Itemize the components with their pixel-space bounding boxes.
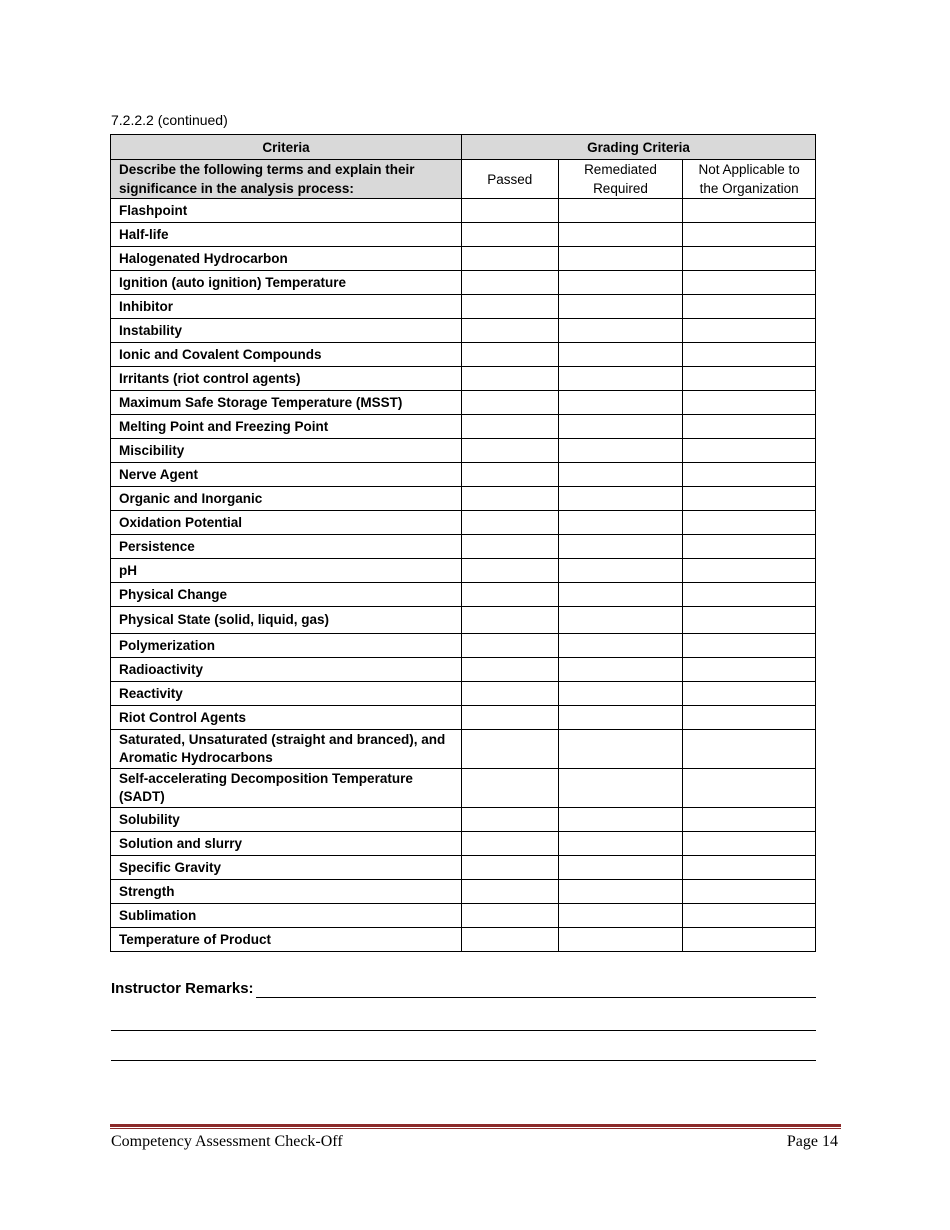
table-row [111, 319, 816, 343]
table-row [111, 769, 816, 808]
section-label: 7.2.2.2 (continued) [111, 112, 228, 128]
instructor-remarks-text: Instructor Remarks: [111, 980, 254, 997]
remediated-cell[interactable] [558, 808, 683, 832]
criteria-term: Ionic and Covalent Compounds [111, 343, 462, 367]
criteria-term: Miscibility [111, 439, 462, 463]
criteria-term: Ignition (auto ignition) Temperature [111, 271, 462, 295]
passed-cell[interactable] [461, 904, 558, 928]
table-row [111, 856, 816, 880]
criteria-term: Instability [111, 319, 462, 343]
remediated-cell[interactable] [558, 769, 683, 808]
remediated-cell[interactable] [558, 607, 683, 634]
remediated-cell[interactable] [558, 343, 683, 367]
passed-cell[interactable] [461, 730, 558, 769]
remediated-cell[interactable] [558, 199, 683, 223]
not-applicable-cell[interactable] [683, 706, 816, 730]
passed-cell[interactable] [461, 832, 558, 856]
describe-instruction: Describe the following terms and explain their significance in the analysis process: [111, 160, 462, 199]
criteria-term: Nerve Agent [111, 463, 462, 487]
criteria-term: Radioactivity [111, 658, 462, 682]
remarks-line-2[interactable] [111, 1030, 816, 1031]
remediated-cell[interactable] [558, 247, 683, 271]
criteria-term: Halogenated Hydrocarbon [111, 247, 462, 271]
passed-cell[interactable] [461, 223, 558, 247]
remediated-cell[interactable] [558, 880, 683, 904]
passed-cell[interactable] [461, 634, 558, 658]
remediated-cell[interactable] [558, 511, 683, 535]
not-applicable-cell[interactable] [683, 415, 816, 439]
table-row [111, 658, 816, 682]
grading-table [110, 134, 816, 952]
remediated-cell[interactable] [558, 391, 683, 415]
passed-cell[interactable] [461, 319, 558, 343]
table-row [111, 391, 816, 415]
passed-cell[interactable] [461, 271, 558, 295]
header-criteria: Criteria [111, 135, 462, 160]
table-row [111, 928, 816, 952]
passed-cell[interactable] [461, 535, 558, 559]
not-applicable-cell[interactable] [683, 856, 816, 880]
passed-cell[interactable] [461, 487, 558, 511]
not-applicable-cell[interactable] [683, 880, 816, 904]
criteria-term: Melting Point and Freezing Point [111, 415, 462, 439]
footer-rule [110, 1124, 841, 1129]
passed-cell[interactable] [461, 463, 558, 487]
instructor-remarks-label [111, 980, 254, 997]
criteria-term: Strength [111, 880, 462, 904]
not-applicable-cell[interactable] [683, 832, 816, 856]
remediated-cell[interactable] [558, 682, 683, 706]
criteria-term: Solution and slurry [111, 832, 462, 856]
remediated-cell[interactable] [558, 367, 683, 391]
table-row [111, 706, 816, 730]
passed-cell[interactable] [461, 607, 558, 634]
remediated-cell[interactable] [558, 439, 683, 463]
passed-cell[interactable] [461, 682, 558, 706]
criteria-term: Reactivity [111, 682, 462, 706]
table-row [111, 463, 816, 487]
table-subheader-row [111, 160, 816, 199]
remediated-cell[interactable] [558, 658, 683, 682]
remediated-cell[interactable] [558, 634, 683, 658]
criteria-term: Sublimation [111, 904, 462, 928]
table-row [111, 904, 816, 928]
criteria-term: Persistence [111, 535, 462, 559]
remediated-cell[interactable] [558, 415, 683, 439]
not-applicable-cell[interactable] [683, 343, 816, 367]
criteria-term: Irritants (riot control agents) [111, 367, 462, 391]
remediated-cell[interactable] [558, 856, 683, 880]
passed-cell[interactable] [461, 769, 558, 808]
not-applicable-cell[interactable] [683, 634, 816, 658]
not-applicable-cell[interactable] [683, 928, 816, 952]
criteria-term: Oxidation Potential [111, 511, 462, 535]
passed-cell[interactable] [461, 367, 558, 391]
table-header-row [111, 135, 816, 160]
remediated-cell[interactable] [558, 295, 683, 319]
criteria-term: Solubility [111, 808, 462, 832]
table-row [111, 271, 816, 295]
not-applicable-cell[interactable] [683, 535, 816, 559]
table-row [111, 487, 816, 511]
not-applicable-cell[interactable] [683, 730, 816, 769]
passed-cell[interactable] [461, 706, 558, 730]
criteria-term: Riot Control Agents [111, 706, 462, 730]
column-passed: Passed [461, 160, 558, 199]
remediated-cell[interactable] [558, 730, 683, 769]
not-applicable-cell[interactable] [683, 511, 816, 535]
criteria-term: Self-accelerating Decomposition Temperature (SADT) [111, 769, 462, 808]
table-row [111, 415, 816, 439]
criteria-term: Physical Change [111, 583, 462, 607]
not-applicable-cell[interactable] [683, 769, 816, 808]
not-applicable-cell[interactable] [683, 904, 816, 928]
header-grading-criteria: Grading Criteria [461, 135, 815, 160]
table-row [111, 808, 816, 832]
passed-cell[interactable] [461, 658, 558, 682]
remediated-cell[interactable] [558, 535, 683, 559]
criteria-term: Flashpoint [111, 199, 462, 223]
not-applicable-cell[interactable] [683, 367, 816, 391]
passed-cell[interactable] [461, 583, 558, 607]
table-row [111, 583, 816, 607]
table-row [111, 343, 816, 367]
criteria-term: Specific Gravity [111, 856, 462, 880]
passed-cell[interactable] [461, 928, 558, 952]
not-applicable-cell[interactable] [683, 583, 816, 607]
criteria-term: Organic and Inorganic [111, 487, 462, 511]
remediated-cell[interactable] [558, 832, 683, 856]
not-applicable-cell[interactable] [683, 808, 816, 832]
not-applicable-cell[interactable] [683, 295, 816, 319]
criteria-term: pH [111, 559, 462, 583]
not-applicable-cell[interactable] [683, 247, 816, 271]
remediated-cell[interactable] [558, 559, 683, 583]
table-row [111, 880, 816, 904]
passed-cell[interactable] [461, 247, 558, 271]
not-applicable-cell[interactable] [683, 223, 816, 247]
passed-cell[interactable] [461, 415, 558, 439]
passed-cell[interactable] [461, 511, 558, 535]
criteria-term: Maximum Safe Storage Temperature (MSST) [111, 391, 462, 415]
table-row [111, 634, 816, 658]
passed-cell[interactable] [461, 391, 558, 415]
table-body [111, 199, 816, 952]
criteria-term: Physical State (solid, liquid, gas) [111, 607, 462, 634]
table-row [111, 295, 816, 319]
remediated-cell[interactable] [558, 706, 683, 730]
not-applicable-cell[interactable] [683, 487, 816, 511]
not-applicable-cell[interactable] [683, 199, 816, 223]
criteria-term: Saturated, Unsaturated (straight and branced), and Aromatic Hydrocarbons [111, 730, 462, 769]
not-applicable-cell[interactable] [683, 607, 816, 634]
table-row [111, 535, 816, 559]
table-row [111, 247, 816, 271]
passed-cell[interactable] [461, 295, 558, 319]
column-remediated-required: Remediated Required [558, 160, 683, 199]
not-applicable-cell[interactable] [683, 319, 816, 343]
passed-cell[interactable] [461, 559, 558, 583]
not-applicable-cell[interactable] [683, 658, 816, 682]
criteria-term: Temperature of Product [111, 928, 462, 952]
table-row [111, 367, 816, 391]
table-row [111, 439, 816, 463]
footer-page-number: Page 14 [786, 1133, 838, 1150]
passed-cell[interactable] [461, 343, 558, 367]
table-row [111, 730, 816, 769]
remediated-cell[interactable] [558, 319, 683, 343]
remediated-cell[interactable] [558, 928, 683, 952]
passed-cell[interactable] [461, 199, 558, 223]
remediated-cell[interactable] [558, 463, 683, 487]
remediated-cell[interactable] [558, 271, 683, 295]
remarks-line-1[interactable] [256, 997, 816, 998]
passed-cell[interactable] [461, 439, 558, 463]
table-row [111, 682, 816, 706]
table-row [111, 559, 816, 583]
passed-cell[interactable] [461, 808, 558, 832]
table-row [111, 607, 816, 634]
passed-cell[interactable] [461, 880, 558, 904]
not-applicable-cell[interactable] [683, 463, 816, 487]
footer-title: Competency Assessment Check-Off [111, 1133, 343, 1150]
remediated-cell[interactable] [558, 223, 683, 247]
not-applicable-cell[interactable] [683, 439, 816, 463]
criteria-term: Inhibitor [111, 295, 462, 319]
table-row [111, 199, 816, 223]
table-row [111, 511, 816, 535]
remediated-cell[interactable] [558, 904, 683, 928]
not-applicable-cell[interactable] [683, 271, 816, 295]
remarks-line-3[interactable] [111, 1060, 816, 1061]
remediated-cell[interactable] [558, 583, 683, 607]
not-applicable-cell[interactable] [683, 391, 816, 415]
criteria-term: Half-life [111, 223, 462, 247]
passed-cell[interactable] [461, 856, 558, 880]
remediated-cell[interactable] [558, 487, 683, 511]
table-row [111, 223, 816, 247]
criteria-term: Polymerization [111, 634, 462, 658]
not-applicable-cell[interactable] [683, 682, 816, 706]
table-row [111, 832, 816, 856]
not-applicable-cell[interactable] [683, 559, 816, 583]
column-not-applicable: Not Applicable to the Organization [683, 160, 816, 199]
